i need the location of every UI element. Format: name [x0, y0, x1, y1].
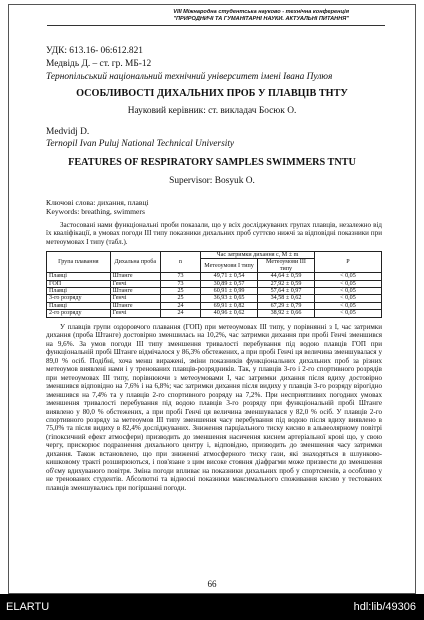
cell-met3: 27,92 ± 0,59: [258, 280, 315, 287]
cell-met3: 57,64 ± 0,97: [258, 288, 315, 295]
cell-test: Генчі: [110, 310, 160, 317]
table-header-met3: Метеоумови ІІІ типу: [258, 259, 315, 273]
cell-n: 73: [160, 280, 200, 287]
cell-met3: 38,92 ± 0,66: [258, 310, 315, 317]
cell-n: 73: [160, 273, 200, 280]
page-number: 66: [207, 579, 217, 589]
conference-header-line2: "ПРИРОДНИЧІ ТА ГУМАНІТАРНІ НАУКИ. АКТУАЛЬНІ ПИТАННЯ": [173, 15, 349, 22]
table-header-met1: Метеоумови І типу: [201, 259, 258, 273]
header-divider: [47, 25, 385, 26]
cell-met3: 44,64 ± 0,59: [258, 273, 315, 280]
cell-n: 24: [160, 310, 200, 317]
repository-name: ELARTU: [6, 601, 50, 613]
handle-id: hdl:lib/49306: [353, 601, 416, 613]
document-page: [8, 4, 416, 594]
title-en: FEATURES OF RESPIRATORY SAMPLES SWIMMERS TNTU: [68, 157, 356, 168]
cell-n: 25: [160, 295, 200, 302]
cell-n: 25: [160, 288, 200, 295]
supervisor-ua: Науковий керівник: ст. викладач Босюк О.: [127, 106, 297, 116]
cell-test: Генчі: [110, 295, 160, 302]
cell-p: < 0,05: [314, 295, 381, 302]
cell-group: Плавці: [47, 273, 111, 280]
cell-test: Генчі: [110, 280, 160, 287]
cell-p: < 0,05: [314, 288, 381, 295]
keywords-ua: Ключові слова: дихання, плавці: [46, 198, 149, 207]
cell-group: 3-го розряду: [47, 295, 111, 302]
cell-test: Штанге: [110, 273, 160, 280]
table-row: [47, 302, 382, 309]
table-row: [47, 280, 382, 287]
cell-met3: 67,29 ± 0,79: [258, 302, 315, 309]
table-header-test: Дихальна проба: [110, 252, 160, 273]
cell-group: Плавці: [47, 288, 111, 295]
affiliation-en: Ternopil Ivan Puluj National Technical University: [46, 139, 235, 149]
cell-group: Плавці: [47, 302, 111, 309]
cell-p: < 0,05: [314, 302, 381, 309]
table-header-group: Група плавання: [47, 252, 111, 273]
table-row: [47, 310, 382, 317]
cell-met3: 34,58 ± 0,62: [258, 295, 315, 302]
cell-met1: 40,96 ± 0,62: [201, 310, 258, 317]
paragraph-results: У плавців групи оздоровчого плавання (ГОП) при метеоумовах ІІІ типу, у порівнянні з І, час затримки дихання (проба Штанге) достовірно зменшилась на 10,2%, час затримки дихання при пробі Генчі зменшився на 9,6%. За умов погоди ІІІ типу зменшення тривалості перебування під водою плавців ГОП при функціональній пробі Штанге відмічалося у 86,3% обстежених, а при пробі Генчі ця величина зменшувалася у 89,0 % осіб. Подібні, хоча менш виражені, зміни показників функціональних дихальних проб за різних метеоумов виявлені нами і у тренованих плавців-розрядників. Так, у плавців 3-го і 2-го спортивного розрядів при метеоумовах ІІІ типу, порівнюючи з метеоумовами І, час затримки дихання після вдиху достовірно зменшився відповідно на 7,6% і на 6,8%; час затримки дихання після видиху у плавців 3-го розряду вірогідно зменшився на 7,4% та у плавців 2-го спортивного розряду на 7,2%. При несприятливих погодних умовах зменшення тривалості перебування під водою плавців 3-го розряду при функціональній пробі Штанге виявлено у 80,0 % обстежених, а при пробі Генчі ця величина зменшувалася у 82,0 % осіб. У плавців 2-го спортивного розряду за метеоумов ІІІ типу зменшення часу перебування під водою після вдиху виявлено в 75,0% та після видиху в 82,4% досліджуваних. Зниження парціального тиску кисню в альвеолярному повітрі (гіпоксичний ефект атмосфери) призводить до зменшення насичення киснем артеріальної крові що, у свою чергу, прискорює подразнення дихального центру і, відповідно, призводить до зменшення часу затримки дихання. Також встановлено, що при зниженні атмосферного тиску гази, які знаходяться в шлунково-кишковому тракті розширюються, і пов'язане з цим високе стояння діафрагми може призвести до зменшення об'єму вдихуваного повітря. Зміна погоди впливає на показники дихальних проб у спортсменів, а особливо у не тренованих студентів. Абсолютні та відносні показники максимального споживання кисню у тестованих плавців зменшувались при погіршанні погоди.: [46, 323, 382, 492]
cell-p: < 0,05: [314, 273, 381, 280]
cell-met1: 36,93 ± 0,65: [201, 295, 258, 302]
cell-p: < 0,05: [314, 310, 381, 317]
cell-p: < 0,05: [314, 280, 381, 287]
table-row: [47, 273, 382, 280]
cell-group: 2-го розряду: [47, 310, 111, 317]
cell-test: Штанге: [110, 288, 160, 295]
table-row: [47, 288, 382, 295]
cell-test: Штанге: [110, 302, 160, 309]
conference-header-line1: VIII Міжнародна студентська науково - технічна конференція: [173, 9, 349, 15]
author-en: Medvidj D.: [46, 127, 90, 137]
cell-n: 24: [160, 302, 200, 309]
supervisor-en: Supervisor: Bosyuk O.: [169, 176, 255, 186]
table-header-n: n: [160, 252, 200, 273]
keywords-en: Keywords: breathing, swimmers: [46, 207, 145, 216]
udc-code: УДК: 613.16- 06:612.821: [46, 46, 143, 56]
title-ua: ОСОБЛИВОСТІ ДИХАЛЬНИХ ПРОБ У ПЛАВЦІВ ТНТУ: [76, 88, 348, 99]
conference-header: [9, 9, 415, 22]
paragraph-intro: Застосовані нами функціональні проби показали, що у всіх досліджуваних групах плавців, незалежно від їх кваліфікації, в умовах погоди ІІІ типу показники дихальних проб суттєво нижчі за відповідні показники при метеоумовах І типу (табл.).: [46, 221, 382, 246]
cell-met1: 60,91 ± 0,99: [201, 288, 258, 295]
cell-met1: 69,91 ± 0,82: [201, 302, 258, 309]
affiliation-ua: Тернопільський національний технічний університет імені Івана Пулюя: [46, 72, 333, 82]
author-ua: Медвідь Д. – ст. гр. МБ-12: [46, 59, 152, 69]
results-table: [46, 251, 382, 318]
table-row: [47, 295, 382, 302]
cell-met1: 49,71 ± 0,54: [201, 273, 258, 280]
table-header-span: Час затримки дихання с, М ± m: [201, 252, 315, 259]
repository-footer: [0, 594, 424, 620]
cell-met1: 30,89 ± 0,57: [201, 280, 258, 287]
table-header-p: Р: [314, 252, 381, 273]
cell-group: ГОП: [47, 280, 111, 287]
